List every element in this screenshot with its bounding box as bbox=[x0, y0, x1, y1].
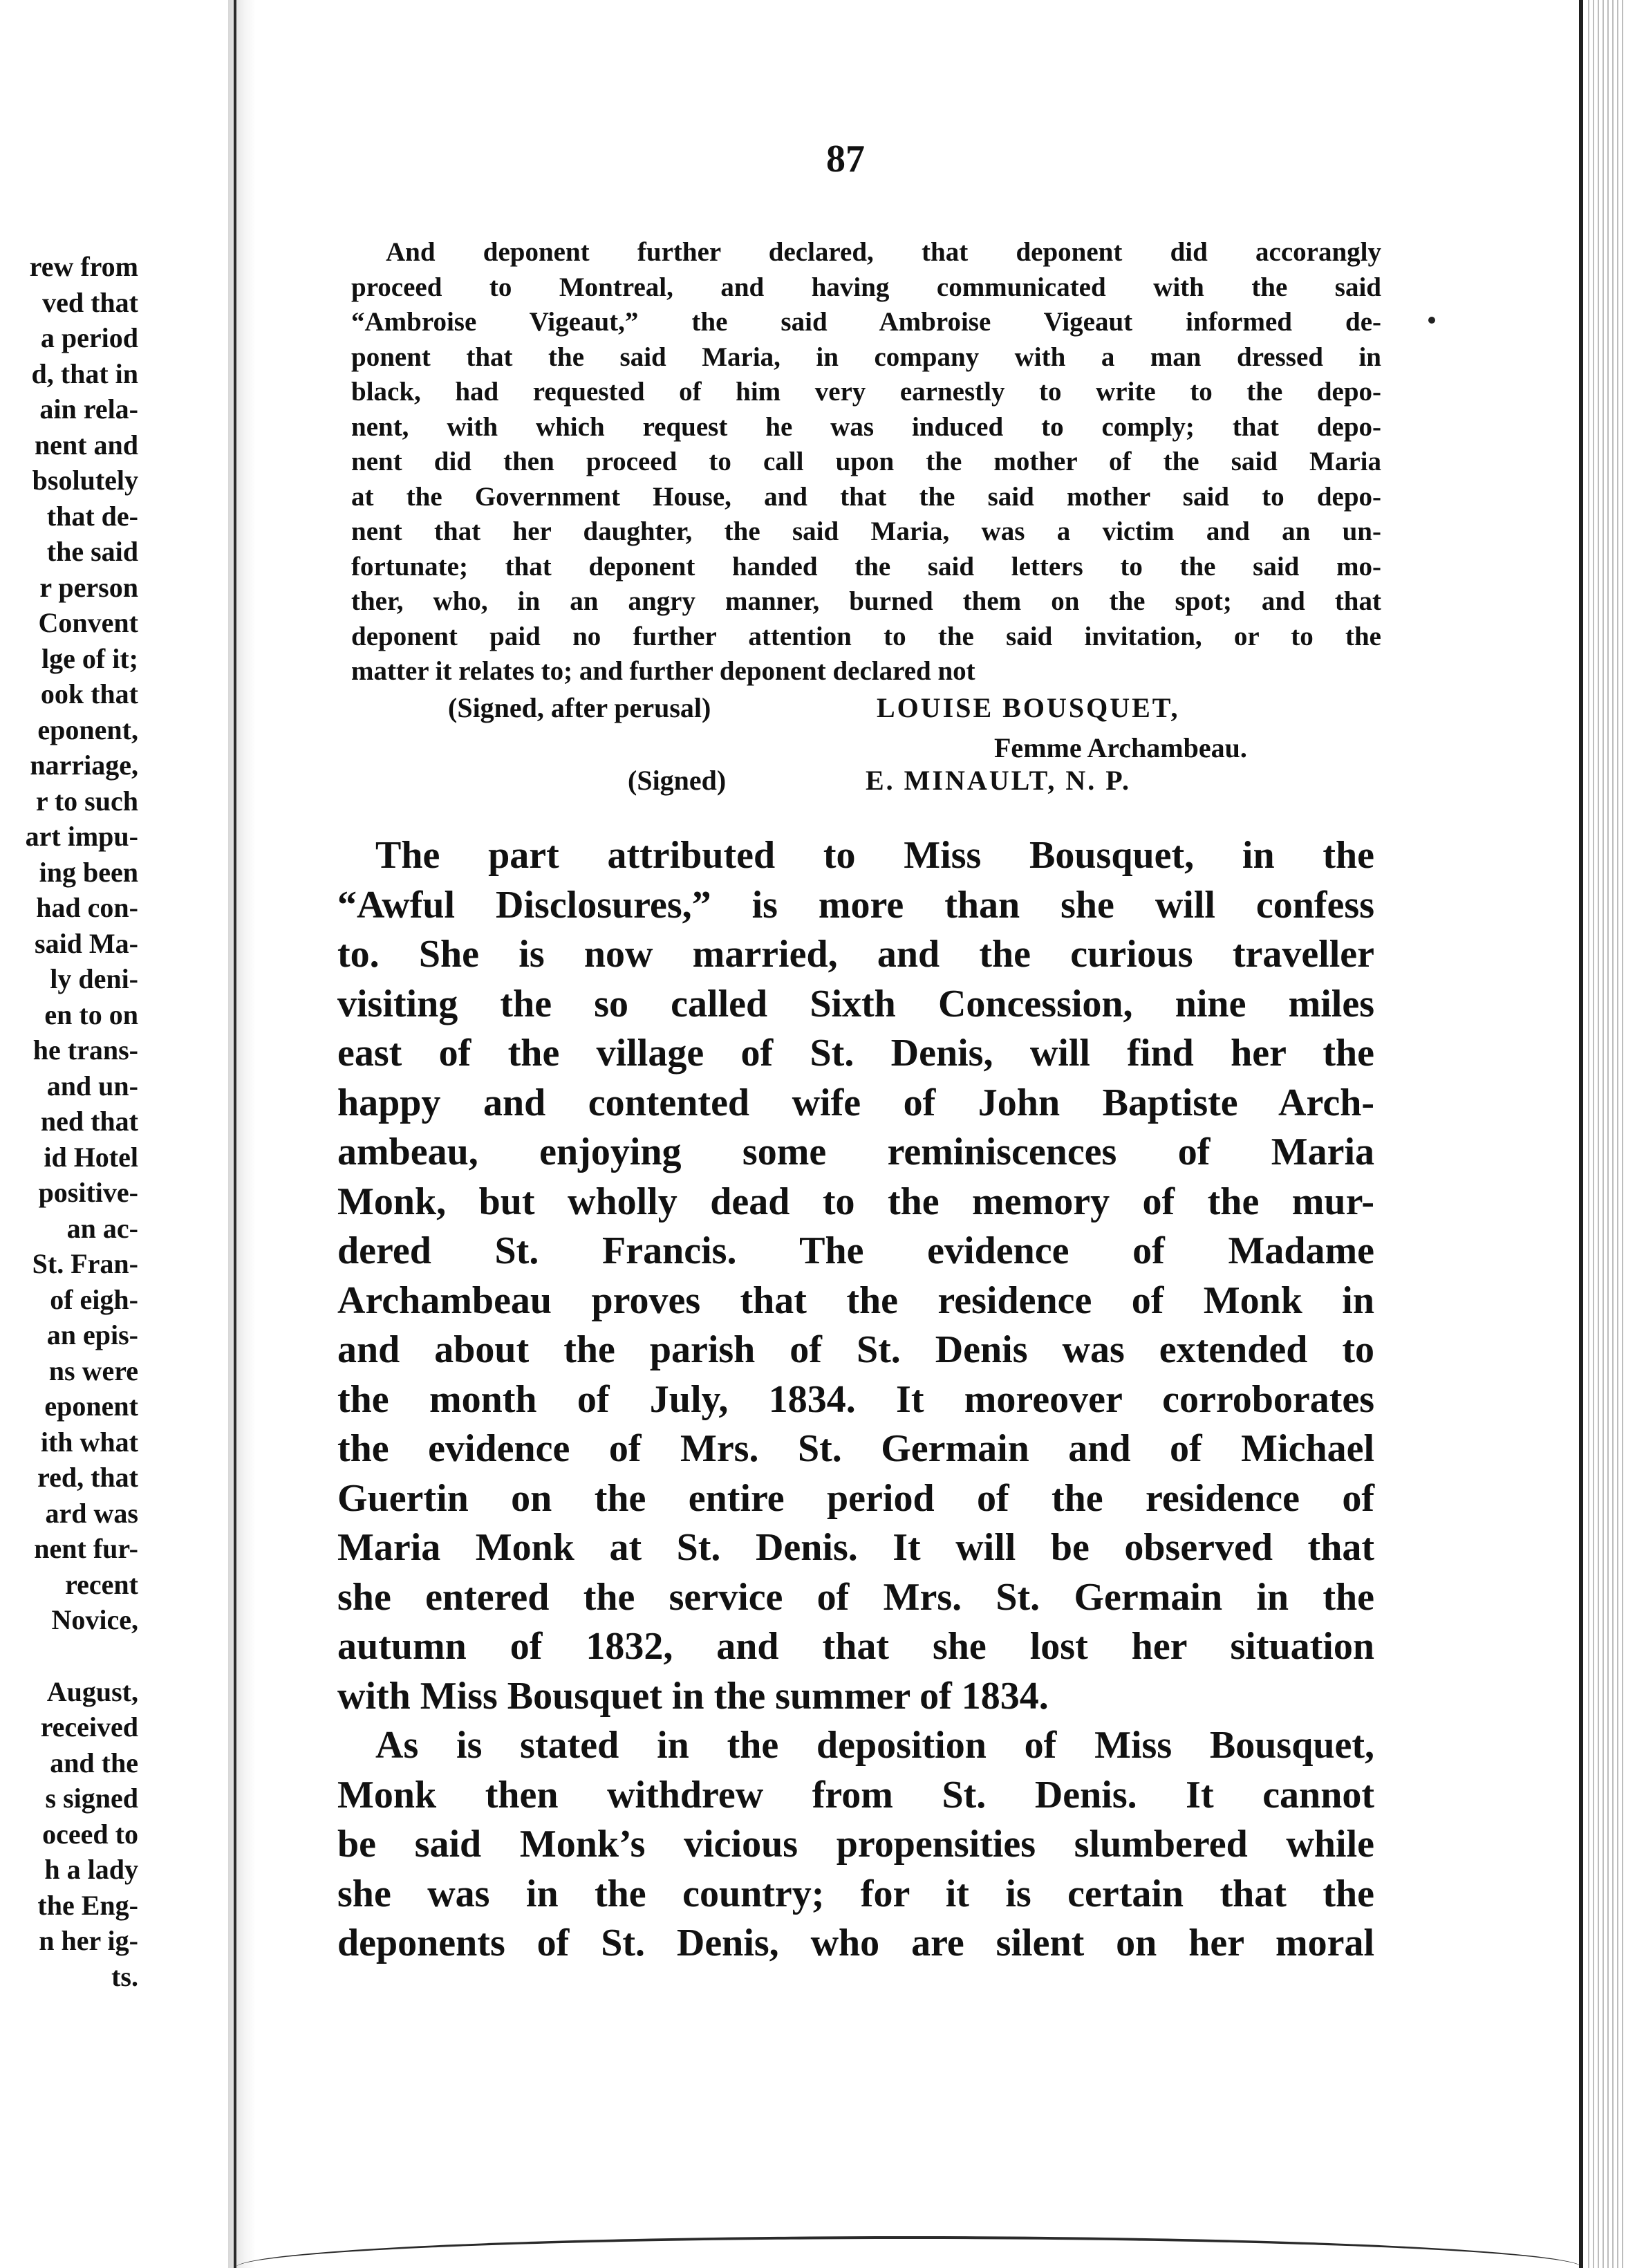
paragraph-line: Guertin on the entire period of the residence of bbox=[337, 1476, 1374, 1520]
text-line: eponent, bbox=[37, 714, 138, 745]
text-line: he trans- bbox=[32, 1034, 138, 1066]
paragraph-line: she was in the country; for it is certain that the bbox=[337, 1872, 1374, 1915]
page-edge-line bbox=[1579, 0, 1583, 2268]
text-line: r to such bbox=[35, 785, 138, 817]
text-line: said Ma- bbox=[35, 927, 138, 959]
paragraph-line: be said Monk’s vicious propensities slumbered while bbox=[337, 1823, 1374, 1866]
paragraph-line: Monk then withdrew from St. Denis. It cannot bbox=[337, 1773, 1374, 1816]
text-line: the Eng- bbox=[37, 1889, 138, 1921]
text-line: ing been bbox=[39, 856, 138, 888]
text-line: narriage, bbox=[30, 750, 138, 781]
text-line: en to on bbox=[44, 998, 138, 1030]
page-gutter-line bbox=[234, 0, 236, 2268]
signature-title: Femme Archambeau. bbox=[994, 732, 1247, 763]
text-line: bsolutely bbox=[32, 465, 138, 496]
deposition-line: nent did then proceed to call upon the mother of the said Maria bbox=[351, 447, 1381, 476]
text-line: a period bbox=[40, 322, 138, 353]
deposition-line: nent, with which request he was induced to comply; that depo- bbox=[351, 411, 1381, 442]
text-line: ved that bbox=[42, 286, 138, 318]
paragraph-line: east of the village of St. Denis, will find her the bbox=[337, 1032, 1374, 1075]
text-line: St. Fran- bbox=[32, 1248, 138, 1279]
text-line: eponent bbox=[44, 1391, 138, 1422]
text-line: had con- bbox=[36, 892, 138, 923]
text-line: and the bbox=[50, 1747, 138, 1778]
signature-name: LOUISE BOUSQUET, bbox=[877, 692, 1180, 723]
deposition-line: nent that her daughter, the said Maria, was a victim and an un- bbox=[351, 517, 1381, 546]
text-line: the said bbox=[46, 536, 138, 567]
text-line: ain rela- bbox=[39, 393, 138, 425]
facing-page-gap bbox=[0, 1638, 138, 1674]
paragraph-line: she entered the service of Mrs. St. Germain in the bbox=[337, 1575, 1374, 1619]
text-line: an ac- bbox=[66, 1212, 138, 1244]
text-line: Novice, bbox=[51, 1604, 138, 1635]
facing-page-lines-top bbox=[0, 249, 138, 1638]
signature-label: (Signed) bbox=[628, 765, 727, 796]
text-line: r person bbox=[39, 571, 138, 603]
text-line: ith what bbox=[40, 1426, 138, 1458]
text-line: s signed bbox=[45, 1783, 138, 1814]
page-bottom-edge bbox=[235, 2236, 1583, 2268]
paragraph-line: visiting the so called Sixth Concession, nine miles bbox=[337, 982, 1374, 1025]
text-line: Convent bbox=[38, 607, 138, 638]
deposition-line: “Ambroise Vigeaut,” the said Ambroise Vigeaut informed de- bbox=[351, 307, 1381, 337]
text-line: that de- bbox=[46, 500, 138, 532]
text-line: lge of it; bbox=[41, 642, 138, 674]
paragraph-line: The part attributed to Miss Bousquet, in the bbox=[375, 834, 1374, 877]
paragraph-line: “Awful Disclosures,” is more than she will confess bbox=[337, 883, 1374, 927]
deposition-line: And deponent further declared, that deponent did accorangly bbox=[386, 237, 1381, 267]
text-line: oceed to bbox=[42, 1818, 138, 1850]
text-line: of eigh- bbox=[50, 1283, 138, 1315]
deposition-line: at the Government House, and that the said mother said to depo- bbox=[351, 481, 1381, 512]
text-line: ts. bbox=[111, 1960, 138, 1992]
deposition-line: matter it relates to; and further deponent declared not bbox=[351, 656, 975, 686]
deposition-line: fortunate; that deponent handed the said letters to the said mo- bbox=[351, 551, 1381, 582]
text-line: d, that in bbox=[31, 357, 138, 389]
paragraph-line: As is stated in the deposition of Miss Bousquet, bbox=[375, 1724, 1374, 1767]
paragraph-line: and about the parish of St. Denis was extended to bbox=[337, 1328, 1374, 1371]
text-line: recent bbox=[65, 1568, 138, 1600]
deposition-text bbox=[351, 235, 1381, 689]
deposition-line: proceed to Montreal, and having communicated with the said bbox=[351, 272, 1381, 302]
text-line: ned that bbox=[40, 1106, 138, 1137]
text-line: h a lady bbox=[44, 1854, 138, 1885]
text-line: positive- bbox=[38, 1177, 138, 1208]
text-line: August, bbox=[46, 1675, 138, 1707]
paragraph-line: ambeau, enjoying some reminiscences of Maria bbox=[337, 1131, 1374, 1173]
page-number: 87 bbox=[826, 138, 865, 180]
paragraph-line: to. She is now married, and the curious traveller bbox=[337, 933, 1374, 976]
deposition-line: black, had requested of him very earnestly to write to the depo- bbox=[351, 377, 1381, 407]
text-line: red, that bbox=[37, 1462, 138, 1493]
text-line: ook that bbox=[40, 678, 138, 709]
body-text bbox=[337, 831, 1374, 1969]
text-line: art impu- bbox=[25, 821, 138, 852]
text-line: received bbox=[40, 1711, 138, 1742]
text-line: ly deni- bbox=[50, 963, 138, 994]
paragraph-line: happy and contented wife of John Baptiste Arch- bbox=[337, 1081, 1374, 1124]
paragraph-line: deponents of St. Denis, who are silent on her moral bbox=[337, 1922, 1374, 1964]
text-line: n her ig- bbox=[39, 1925, 138, 1956]
deposition-line: ther, who, in an angry manner, burned them on the spot; and that bbox=[351, 586, 1381, 616]
text-line: ard was bbox=[45, 1497, 138, 1529]
text-line: nent fur- bbox=[34, 1533, 138, 1564]
notary-name: E. MINAULT, N. P. bbox=[866, 765, 1132, 796]
ink-speck bbox=[1428, 317, 1435, 324]
facing-page-fragment bbox=[0, 249, 138, 1994]
text-line: and un- bbox=[46, 1070, 138, 1102]
facing-page-lines-bottom bbox=[0, 1674, 138, 1995]
page-edge-stack bbox=[1585, 0, 1626, 2268]
text-line: rew from bbox=[29, 251, 138, 282]
paragraph-line: Maria Monk at St. Denis. It will be observed that bbox=[337, 1526, 1374, 1569]
paragraph-line: autumn of 1832, and that she lost her situation bbox=[337, 1625, 1374, 1668]
text-line: ns were bbox=[48, 1355, 138, 1386]
text-line: id Hotel bbox=[44, 1141, 138, 1173]
deposition-line: ponent that the said Maria, in company with a man dressed in bbox=[351, 342, 1381, 372]
paragraph-line: Monk, but wholly dead to the memory of the mur- bbox=[337, 1180, 1374, 1223]
paragraph-line: Archambeau proves that the residence of Monk in bbox=[337, 1279, 1374, 1322]
text-line: nent and bbox=[34, 429, 138, 461]
page-gutter-shade bbox=[228, 0, 256, 2268]
deposition-line: deponent paid no further attention to the said invitation, or to the bbox=[351, 621, 1381, 651]
signature-label: (Signed, after perusal) bbox=[448, 692, 711, 723]
paragraph-line: the evidence of Mrs. St. Germain and of Michael bbox=[337, 1427, 1374, 1470]
text-line: an epis- bbox=[46, 1319, 138, 1350]
paragraph-line: with Miss Bousquet in the summer of 1834. bbox=[337, 1674, 1049, 1718]
paragraph-line: the month of July, 1834. It moreover corroborates bbox=[337, 1377, 1374, 1421]
paragraph-line: dered St. Francis. The evidence of Madame bbox=[337, 1229, 1374, 1272]
